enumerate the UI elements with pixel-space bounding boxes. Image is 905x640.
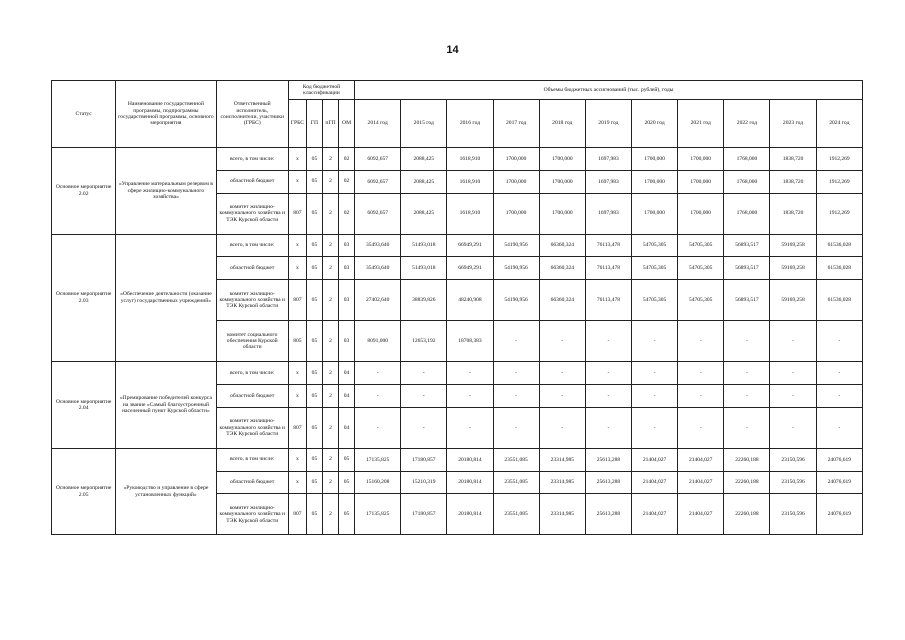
value-cell: - [355, 384, 401, 407]
value-cell: - [724, 321, 770, 362]
value-cell: - [401, 362, 447, 385]
header-executor: Ответственный исполнитель, соисполнители, участники (ГРБС) [216, 81, 288, 148]
value-cell: 51493,018 [401, 234, 447, 257]
executor-cell: комитет социального обеспечения Курской области [216, 321, 288, 362]
code-cell: 05 [306, 384, 322, 407]
code-cell: 807 [288, 280, 306, 321]
activity-name-cell: «Премирование победителей конкурса на звание «Самый благоустроенный населенный пункт Курской области» [116, 362, 216, 449]
code-cell: 2 [322, 170, 338, 193]
code-cell: 2 [322, 384, 338, 407]
table-row [52, 448, 863, 471]
value-cell: 20180,814 [447, 471, 493, 494]
value-cell: 17180,857 [401, 494, 447, 535]
value-cell: 21404,027 [678, 448, 724, 471]
value-cell: 1700,000 [539, 170, 585, 193]
value-cell: 1697,983 [585, 193, 631, 234]
value-cell: 22260,188 [724, 494, 770, 535]
code-cell: х [288, 148, 306, 171]
code-cell: 2 [322, 494, 338, 535]
value-cell: - [585, 321, 631, 362]
value-cell: - [493, 362, 539, 385]
value-cell: 12653,192 [401, 321, 447, 362]
value-cell: - [770, 407, 816, 448]
value-cell: 56893,517 [724, 234, 770, 257]
header-year: 2017 год [493, 100, 539, 148]
code-cell: 2 [322, 471, 338, 494]
value-cell: - [816, 362, 862, 385]
header-status: Статус [52, 81, 116, 148]
value-cell: - [632, 362, 678, 385]
value-cell: 1912,269 [816, 170, 862, 193]
value-cell: 18708,383 [447, 321, 493, 362]
value-cell: - [770, 384, 816, 407]
code-cell: 05 [306, 170, 322, 193]
value-cell: - [724, 384, 770, 407]
value-cell: - [539, 407, 585, 448]
value-cell: - [585, 407, 631, 448]
activity-name-cell: «Обеспечение деятельности (оказание услуг) государственных учреждений» [116, 234, 216, 362]
value-cell: - [539, 362, 585, 385]
status-cell: Основное мероприятие 2.05 [52, 448, 116, 535]
executor-cell: всего, в том числе: [216, 148, 288, 171]
value-cell: - [355, 362, 401, 385]
value-cell: 1912,269 [816, 193, 862, 234]
code-cell: 04 [339, 384, 355, 407]
value-cell: 1768,000 [724, 170, 770, 193]
value-cell: 54705,305 [678, 280, 724, 321]
executor-cell: областной бюджет [216, 257, 288, 280]
value-cell: - [678, 407, 724, 448]
value-cell: 1912,269 [816, 148, 862, 171]
value-cell: 59169,258 [770, 234, 816, 257]
table-row [52, 362, 863, 385]
code-cell: 02 [339, 148, 355, 171]
code-cell: 2 [322, 448, 338, 471]
value-cell: - [724, 407, 770, 448]
value-cell: 6092,657 [355, 148, 401, 171]
value-cell: - [770, 362, 816, 385]
value-cell: - [632, 321, 678, 362]
value-cell: 15160,208 [355, 471, 401, 494]
executor-cell: всего, в том числе: [216, 234, 288, 257]
header-year: 2023 год [770, 100, 816, 148]
code-cell: 05 [306, 407, 322, 448]
header-code-col: ГРБС [288, 100, 306, 148]
value-cell: 38839,826 [401, 280, 447, 321]
value-cell: 54705,305 [632, 280, 678, 321]
value-cell: 24076,619 [816, 494, 862, 535]
value-cell: - [401, 384, 447, 407]
value-cell: - [447, 362, 493, 385]
executor-cell: областной бюджет [216, 471, 288, 494]
code-cell: х [288, 384, 306, 407]
value-cell: 6092,657 [355, 170, 401, 193]
value-cell: 17135,825 [355, 448, 401, 471]
value-cell: 51493,018 [401, 257, 447, 280]
value-cell: - [724, 362, 770, 385]
value-cell: 23551,085 [493, 471, 539, 494]
value-cell: - [539, 384, 585, 407]
value-cell: - [585, 362, 631, 385]
executor-cell: комитет жилищно-коммунального хозяйства и ТЭК Курской области [216, 193, 288, 234]
code-cell: 05 [306, 234, 322, 257]
code-cell: 05 [339, 471, 355, 494]
value-cell: 1838,720 [770, 170, 816, 193]
value-cell: 15210,319 [401, 471, 447, 494]
header-year: 2015 год [401, 100, 447, 148]
value-cell: 1618,910 [447, 170, 493, 193]
value-cell: 1697,983 [585, 148, 631, 171]
value-cell: 1700,000 [539, 193, 585, 234]
value-cell: - [816, 384, 862, 407]
value-cell: 20180,814 [447, 448, 493, 471]
code-cell: х [288, 257, 306, 280]
value-cell: 66949,291 [447, 234, 493, 257]
code-cell: 05 [306, 193, 322, 234]
value-cell: 1700,000 [632, 148, 678, 171]
code-cell: 05 [306, 257, 322, 280]
value-cell: 54705,305 [632, 234, 678, 257]
value-cell: 66360,324 [539, 234, 585, 257]
value-cell: 21404,027 [632, 494, 678, 535]
value-cell: 66360,324 [539, 280, 585, 321]
header-name: Наименование государственной программы, подпрограммы государственной программы, основного мероприятия [116, 81, 216, 148]
value-cell: 1700,000 [493, 170, 539, 193]
value-cell: 54190,956 [493, 257, 539, 280]
value-cell: 17135,825 [355, 494, 401, 535]
value-cell: - [585, 384, 631, 407]
value-cell: 23314,985 [539, 471, 585, 494]
value-cell: - [816, 321, 862, 362]
status-cell: Основное мероприятие 2.03 [52, 234, 116, 362]
value-cell: 1838,720 [770, 148, 816, 171]
code-cell: 05 [339, 494, 355, 535]
value-cell: 1700,000 [632, 170, 678, 193]
value-cell: 1700,000 [678, 170, 724, 193]
value-cell: 66949,291 [447, 257, 493, 280]
value-cell: 76113,478 [585, 257, 631, 280]
value-cell: - [493, 321, 539, 362]
code-cell: 03 [339, 234, 355, 257]
value-cell: 8091,000 [355, 321, 401, 362]
code-cell: 807 [288, 407, 306, 448]
value-cell: 23150,596 [770, 448, 816, 471]
table-body [52, 148, 863, 535]
code-cell: х [288, 362, 306, 385]
code-cell: 2 [322, 280, 338, 321]
value-cell: 59169,258 [770, 257, 816, 280]
code-cell: 05 [306, 362, 322, 385]
value-cell: 1618,910 [447, 148, 493, 171]
value-cell: 76113,478 [585, 280, 631, 321]
executor-cell: комитет жилищно-коммунального хозяйства и ТЭК Курской области [216, 494, 288, 535]
code-cell: х [288, 471, 306, 494]
value-cell: - [678, 362, 724, 385]
code-cell: 2 [322, 234, 338, 257]
code-cell: 03 [339, 280, 355, 321]
value-cell: 61536,028 [816, 234, 862, 257]
value-cell: 2088,425 [401, 148, 447, 171]
header-year: 2016 год [447, 100, 493, 148]
value-cell: 21404,027 [678, 494, 724, 535]
value-cell: - [493, 407, 539, 448]
page-number: 14 [446, 44, 459, 56]
executor-cell: областной бюджет [216, 170, 288, 193]
value-cell: - [401, 407, 447, 448]
value-cell: 25613,288 [585, 448, 631, 471]
value-cell: 24076,619 [816, 448, 862, 471]
value-cell: 1700,000 [493, 193, 539, 234]
header-year: 2019 год [585, 100, 631, 148]
value-cell: 23314,985 [539, 448, 585, 471]
code-cell: 2 [322, 407, 338, 448]
header-code-col: ГП [306, 100, 322, 148]
value-cell: 35493,640 [355, 234, 401, 257]
code-cell: 05 [306, 494, 322, 535]
header-code-col: ОМ [339, 100, 355, 148]
value-cell: 1700,000 [493, 148, 539, 171]
code-cell: 05 [339, 448, 355, 471]
value-cell: 1768,000 [724, 193, 770, 234]
executor-cell: комитет жилищно-коммунального хозяйства и ТЭК Курской области [216, 407, 288, 448]
code-cell: х [288, 170, 306, 193]
code-cell: 05 [306, 448, 322, 471]
code-cell: 02 [339, 170, 355, 193]
value-cell: - [678, 321, 724, 362]
value-cell: 23150,596 [770, 471, 816, 494]
header-year: 2024 год [816, 100, 862, 148]
header-year: 2021 год [678, 100, 724, 148]
activity-name-cell: «Руководство и управление в сфере установленных функций» [116, 448, 216, 535]
status-cell: Основное мероприятие 2.04 [52, 362, 116, 449]
value-cell: 54190,956 [493, 280, 539, 321]
value-cell: 66360,324 [539, 257, 585, 280]
code-cell: 05 [306, 321, 322, 362]
value-cell: 17180,857 [401, 448, 447, 471]
value-cell: - [678, 384, 724, 407]
value-cell: 54705,305 [678, 234, 724, 257]
value-cell: - [355, 407, 401, 448]
value-cell: 2088,425 [401, 193, 447, 234]
executor-cell: всего, в том числе: [216, 448, 288, 471]
value-cell: 56893,517 [724, 257, 770, 280]
value-cell: 2088,425 [401, 170, 447, 193]
value-cell: 59169,258 [770, 280, 816, 321]
value-cell: 61536,028 [816, 280, 862, 321]
code-cell: 807 [288, 193, 306, 234]
header-year: 2020 год [632, 100, 678, 148]
value-cell: 6092,657 [355, 193, 401, 234]
value-cell: 56893,517 [724, 280, 770, 321]
value-cell: - [770, 321, 816, 362]
code-cell: 2 [322, 193, 338, 234]
executor-cell: всего, в том числе: [216, 362, 288, 385]
header-year: 2014 год [355, 100, 401, 148]
activity-name-cell: «Управление материальным резервом в сфере жилищно-коммунального хозяйства» [116, 148, 216, 235]
value-cell: - [447, 407, 493, 448]
value-cell: - [447, 384, 493, 407]
value-cell: 23314,985 [539, 494, 585, 535]
value-cell: 22260,188 [724, 471, 770, 494]
value-cell: 1700,000 [678, 148, 724, 171]
value-cell: 20180,814 [447, 494, 493, 535]
value-cell: 48240,908 [447, 280, 493, 321]
code-cell: 2 [322, 362, 338, 385]
value-cell: 1618,910 [447, 193, 493, 234]
header-code-group: Код бюджетной классификации [288, 81, 354, 100]
code-cell: 03 [339, 257, 355, 280]
value-cell: - [632, 407, 678, 448]
value-cell: - [539, 321, 585, 362]
value-cell: 23150,596 [770, 494, 816, 535]
value-cell: 1768,000 [724, 148, 770, 171]
value-cell: 25613,288 [585, 471, 631, 494]
value-cell: 22260,188 [724, 448, 770, 471]
value-cell: 21404,027 [632, 471, 678, 494]
code-cell: 05 [306, 148, 322, 171]
value-cell: 23551,085 [493, 448, 539, 471]
code-cell: 2 [322, 148, 338, 171]
value-cell: 1700,000 [539, 148, 585, 171]
value-cell: 54705,305 [678, 257, 724, 280]
table-row [52, 234, 863, 257]
header-year: 2022 год [724, 100, 770, 148]
value-cell: 21404,027 [678, 471, 724, 494]
executor-cell: комитет жилищно-коммунального хозяйства и ТЭК Курской области [216, 280, 288, 321]
code-cell: 805 [288, 321, 306, 362]
value-cell: 24076,619 [816, 471, 862, 494]
value-cell: 1838,720 [770, 193, 816, 234]
value-cell: 1700,000 [632, 193, 678, 234]
value-cell: - [632, 384, 678, 407]
code-cell: х [288, 234, 306, 257]
value-cell: 1697,983 [585, 170, 631, 193]
code-cell: 2 [322, 321, 338, 362]
code-cell: 02 [339, 193, 355, 234]
value-cell: 25613,288 [585, 494, 631, 535]
value-cell: 76113,478 [585, 234, 631, 257]
code-cell: 03 [339, 321, 355, 362]
value-cell: 54190,956 [493, 234, 539, 257]
header-year: 2018 год [539, 100, 585, 148]
value-cell: 61536,028 [816, 257, 862, 280]
value-cell: 27402,640 [355, 280, 401, 321]
budget-table [51, 80, 863, 535]
code-cell: 2 [322, 257, 338, 280]
header-code-col: пГП [322, 100, 338, 148]
value-cell: - [816, 407, 862, 448]
code-cell: 04 [339, 362, 355, 385]
value-cell: 35493,640 [355, 257, 401, 280]
code-cell: 05 [306, 471, 322, 494]
status-cell: Основное мероприятие 2.02 [52, 148, 116, 235]
table-row [52, 148, 863, 171]
code-cell: 04 [339, 407, 355, 448]
value-cell: 21404,027 [632, 448, 678, 471]
header-volume-group: Объемы бюджетных ассигнований (тыс. рублей), годы [355, 81, 863, 100]
value-cell: 23551,085 [493, 494, 539, 535]
code-cell: 05 [306, 280, 322, 321]
value-cell: - [493, 384, 539, 407]
value-cell: 1700,000 [678, 193, 724, 234]
code-cell: 807 [288, 494, 306, 535]
value-cell: 54705,305 [632, 257, 678, 280]
executor-cell: областной бюджет [216, 384, 288, 407]
code-cell: х [288, 448, 306, 471]
